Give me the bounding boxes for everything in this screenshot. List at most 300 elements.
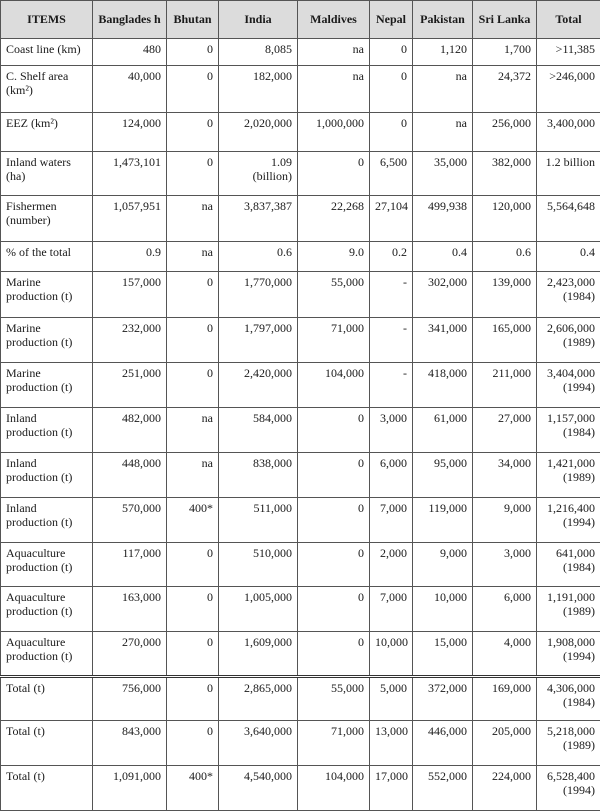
table-cell	[298, 632, 370, 677]
table-cell	[473, 39, 537, 66]
cell-value: 8,085	[224, 43, 292, 57]
row-label-line: Inland	[6, 457, 87, 471]
table-cell	[413, 242, 473, 272]
cell-value: 7,000	[375, 591, 407, 605]
table-cell	[537, 113, 600, 152]
table-cell	[167, 66, 219, 113]
row-label-line: Marine	[6, 276, 87, 290]
table-row	[1, 39, 600, 66]
cell-value: 0	[172, 70, 213, 84]
table-cell	[413, 113, 473, 152]
table-cell	[219, 363, 298, 408]
cell-value: 0	[172, 591, 213, 605]
cell-value: 1,770,000	[224, 276, 292, 290]
table-cell	[298, 318, 370, 363]
cell-value: 0.6	[478, 246, 531, 260]
cell-value: 0	[375, 117, 407, 131]
table-cell	[93, 408, 167, 453]
cell-value: 838,000	[224, 457, 292, 471]
table-cell	[370, 408, 413, 453]
row-label-line: (km²)	[6, 84, 87, 98]
cell-value: 1,908,000	[542, 636, 595, 650]
table-cell	[473, 498, 537, 543]
table-cell	[219, 39, 298, 66]
table-row	[1, 272, 600, 318]
cell-value: 552,000	[418, 770, 467, 784]
cell-value: 0.4	[542, 246, 595, 260]
table-cell	[413, 39, 473, 66]
table-cell	[219, 152, 298, 196]
table-cell	[370, 196, 413, 242]
cell-value: 0	[172, 636, 213, 650]
cell-value: 2,606,000	[542, 322, 595, 336]
table-body	[1, 39, 600, 811]
cell-value: 165,000	[478, 322, 531, 336]
table-cell	[413, 66, 473, 113]
cell-value: 0	[303, 547, 364, 561]
table-cell	[93, 318, 167, 363]
table-cell	[93, 587, 167, 632]
table-cell	[473, 587, 537, 632]
table-row	[1, 242, 600, 272]
cell-value: (1989)	[542, 605, 595, 619]
cell-value: 1,700	[478, 43, 531, 57]
table-cell	[537, 272, 600, 318]
cell-value: 13,000	[375, 725, 407, 739]
cell-value: 15,000	[418, 636, 467, 650]
table-cell	[93, 766, 167, 811]
table-cell	[93, 632, 167, 677]
cell-value: (1984)	[542, 561, 595, 575]
row-label-line: % of the total	[6, 246, 87, 260]
cell-value: 480	[98, 43, 161, 57]
table-cell	[219, 272, 298, 318]
table-cell	[370, 543, 413, 587]
table-cell	[537, 677, 600, 721]
cell-value: 0	[303, 636, 364, 650]
table-cell	[473, 543, 537, 587]
table-cell	[298, 453, 370, 498]
row-label	[1, 587, 93, 632]
row-label-line: production (t)	[6, 471, 87, 485]
row-label-line: (ha)	[6, 170, 87, 184]
cell-value: 1,120	[418, 43, 467, 57]
column-header: ITEMS	[1, 1, 93, 39]
table-cell	[473, 152, 537, 196]
table-cell	[473, 766, 537, 811]
table-cell	[93, 363, 167, 408]
row-label-line: production (t)	[6, 561, 87, 575]
cell-value: -	[375, 322, 407, 336]
cell-value: na	[303, 70, 364, 84]
table-cell	[537, 66, 600, 113]
cell-value: -	[375, 276, 407, 290]
table-cell	[167, 766, 219, 811]
table-cell	[219, 632, 298, 677]
cell-value: (1994)	[542, 381, 595, 395]
table-cell	[473, 453, 537, 498]
table-row	[1, 363, 600, 408]
table-cell	[93, 498, 167, 543]
cell-value: 9,000	[418, 547, 467, 561]
table-cell	[298, 408, 370, 453]
row-label-line: production (t)	[6, 381, 87, 395]
row-label-line: Inland	[6, 502, 87, 516]
row-label-line: Fishermen	[6, 200, 87, 214]
cell-value: na	[418, 117, 467, 131]
table-cell	[298, 677, 370, 721]
cell-value: 446,000	[418, 725, 467, 739]
table-cell	[219, 677, 298, 721]
table-row	[1, 113, 600, 152]
cell-value: (1984)	[542, 426, 595, 440]
cell-value: 120,000	[478, 200, 531, 214]
table-cell	[537, 632, 600, 677]
table-cell	[413, 587, 473, 632]
row-label-line: Inland	[6, 412, 87, 426]
cell-value: 10,000	[375, 636, 407, 650]
table-cell	[167, 408, 219, 453]
table-cell	[473, 632, 537, 677]
cell-value: 1,091,000	[98, 770, 161, 784]
table-cell	[167, 498, 219, 543]
cell-value: 400*	[172, 502, 213, 516]
cell-value: 0	[172, 117, 213, 131]
cell-value: 843,000	[98, 725, 161, 739]
table-cell	[537, 498, 600, 543]
row-label-line: Total (t)	[6, 770, 87, 784]
cell-value: na	[172, 200, 213, 214]
cell-value: 2,423,000	[542, 276, 595, 290]
cell-value: 6,000	[478, 591, 531, 605]
cell-value: 10,000	[418, 591, 467, 605]
cell-value: 3,400,000	[542, 117, 595, 131]
table-cell	[93, 677, 167, 721]
table-cell	[93, 453, 167, 498]
row-label	[1, 363, 93, 408]
table-cell	[298, 113, 370, 152]
column-header: Maldives	[298, 1, 370, 39]
column-header: Total	[537, 1, 600, 39]
cell-value: 34,000	[478, 457, 531, 471]
table-cell	[537, 408, 600, 453]
cell-value: 71,000	[303, 725, 364, 739]
table-cell	[537, 721, 600, 766]
table-cell	[473, 721, 537, 766]
column-header: India	[219, 1, 298, 39]
table-cell	[298, 587, 370, 632]
row-label-line: Aquaculture	[6, 636, 87, 650]
cell-value: 3,404,000	[542, 367, 595, 381]
table-cell	[413, 632, 473, 677]
cell-value: 3,837,387	[224, 200, 292, 214]
table-cell	[370, 242, 413, 272]
table-cell	[219, 408, 298, 453]
column-header: Sri Lanka	[473, 1, 537, 39]
cell-value: 0	[303, 591, 364, 605]
table-row	[1, 318, 600, 363]
table-cell	[370, 766, 413, 811]
table-cell	[298, 196, 370, 242]
table-cell	[167, 632, 219, 677]
cell-value: 157,000	[98, 276, 161, 290]
table-cell	[167, 587, 219, 632]
table-cell	[413, 766, 473, 811]
cell-value: 2,420,000	[224, 367, 292, 381]
table-row	[1, 66, 600, 113]
table-cell	[298, 498, 370, 543]
cell-value: (1994)	[542, 784, 595, 798]
table-row	[1, 498, 600, 543]
row-label	[1, 196, 93, 242]
cell-value: 205,000	[478, 725, 531, 739]
cell-value: 251,000	[98, 367, 161, 381]
cell-value: 0	[172, 322, 213, 336]
table-cell	[167, 721, 219, 766]
table-cell	[413, 677, 473, 721]
table-cell	[413, 453, 473, 498]
cell-value: 6,000	[375, 457, 407, 471]
row-label	[1, 66, 93, 113]
row-label-line: Total (t)	[6, 725, 87, 739]
row-label	[1, 632, 93, 677]
cell-value: >246,000	[542, 70, 595, 84]
table-row	[1, 453, 600, 498]
table-cell	[370, 66, 413, 113]
cell-value: (1989)	[542, 336, 595, 350]
table-cell	[93, 113, 167, 152]
cell-value: 4,306,000	[542, 682, 595, 696]
table-cell	[370, 152, 413, 196]
row-label-line: production (t)	[6, 650, 87, 664]
row-label	[1, 113, 93, 152]
column-header: Nepal	[370, 1, 413, 39]
cell-value: 3,000	[375, 412, 407, 426]
table-cell	[370, 113, 413, 152]
cell-value: 1,797,000	[224, 322, 292, 336]
row-label	[1, 242, 93, 272]
cell-value: 1,421,000	[542, 457, 595, 471]
cell-value: 2,000	[375, 547, 407, 561]
cell-value: (billion)	[224, 170, 292, 184]
table-cell	[219, 318, 298, 363]
cell-value: 1,057,951	[98, 200, 161, 214]
cell-value: 418,000	[418, 367, 467, 381]
cell-value: 482,000	[98, 412, 161, 426]
cell-value: 270,000	[98, 636, 161, 650]
cell-value: 1,157,000	[542, 412, 595, 426]
table-cell	[298, 152, 370, 196]
cell-value: 104,000	[303, 770, 364, 784]
cell-value: 22,268	[303, 200, 364, 214]
cell-value: 224,000	[478, 770, 531, 784]
table-cell	[167, 196, 219, 242]
row-label-line: Marine	[6, 322, 87, 336]
row-label	[1, 721, 93, 766]
row-label	[1, 408, 93, 453]
cell-value: 499,938	[418, 200, 467, 214]
cell-value: 211,000	[478, 367, 531, 381]
table-cell	[167, 453, 219, 498]
table-cell	[167, 677, 219, 721]
cell-value: 0	[303, 457, 364, 471]
cell-value: 1,005,000	[224, 591, 292, 605]
column-header: Pakistan	[413, 1, 473, 39]
row-label-line: Total (t)	[6, 682, 87, 696]
row-label-line: EEZ (km²)	[6, 117, 87, 131]
table-cell	[370, 498, 413, 543]
table-cell	[537, 152, 600, 196]
cell-value: 55,000	[303, 276, 364, 290]
table-cell	[219, 498, 298, 543]
table-row	[1, 721, 600, 766]
cell-value: 341,000	[418, 322, 467, 336]
row-label-line: Inland waters	[6, 156, 87, 170]
table-cell	[413, 272, 473, 318]
table-cell	[219, 766, 298, 811]
table-cell	[93, 721, 167, 766]
table-cell	[370, 677, 413, 721]
table-cell	[93, 543, 167, 587]
cell-value: 641,000	[542, 547, 595, 561]
cell-value: 119,000	[418, 502, 467, 516]
table-row	[1, 543, 600, 587]
cell-value: 584,000	[224, 412, 292, 426]
table-cell	[537, 543, 600, 587]
table-cell	[473, 113, 537, 152]
cell-value: 6,500	[375, 156, 407, 170]
table-row	[1, 408, 600, 453]
cell-value: 55,000	[303, 682, 364, 696]
cell-value: 0	[172, 547, 213, 561]
cell-value: 35,000	[418, 156, 467, 170]
cell-value: na	[418, 70, 467, 84]
table-cell	[219, 66, 298, 113]
cell-value: 27,000	[478, 412, 531, 426]
cell-value: 0	[375, 70, 407, 84]
table-cell	[370, 39, 413, 66]
cell-value: 0	[172, 276, 213, 290]
table-cell	[537, 318, 600, 363]
table-row	[1, 152, 600, 196]
table-cell	[298, 272, 370, 318]
cell-value: 7,000	[375, 502, 407, 516]
cell-value: 5,564,648	[542, 200, 595, 214]
table-cell	[93, 196, 167, 242]
cell-value: 95,000	[418, 457, 467, 471]
table-cell	[413, 152, 473, 196]
cell-value: (1994)	[542, 516, 595, 530]
row-label-line: Coast line (km)	[6, 43, 87, 57]
column-header: Bhutan	[167, 1, 219, 39]
table-cell	[413, 721, 473, 766]
cell-value: 24,372	[478, 70, 531, 84]
cell-value: na	[303, 43, 364, 57]
cell-value: 0	[303, 412, 364, 426]
row-label	[1, 543, 93, 587]
cell-value: 40,000	[98, 70, 161, 84]
table-cell	[413, 543, 473, 587]
cell-value: 4,000	[478, 636, 531, 650]
table-cell	[413, 498, 473, 543]
cell-value: 0	[172, 43, 213, 57]
table-cell	[370, 363, 413, 408]
row-label-line: production (t)	[6, 336, 87, 350]
cell-value: 0	[303, 156, 364, 170]
table-cell	[219, 453, 298, 498]
table-cell	[370, 453, 413, 498]
table-cell	[167, 272, 219, 318]
cell-value: 510,000	[224, 547, 292, 561]
table-cell	[370, 318, 413, 363]
table-cell	[413, 196, 473, 242]
table-cell	[219, 543, 298, 587]
row-label	[1, 152, 93, 196]
table-row	[1, 677, 600, 721]
table-cell	[167, 318, 219, 363]
row-label	[1, 272, 93, 318]
cell-value: 302,000	[418, 276, 467, 290]
cell-value: 256,000	[478, 117, 531, 131]
cell-value: 372,000	[418, 682, 467, 696]
table-cell	[219, 721, 298, 766]
table-cell	[298, 766, 370, 811]
table-cell	[93, 242, 167, 272]
table-cell	[413, 318, 473, 363]
table-cell	[537, 453, 600, 498]
table-cell	[537, 39, 600, 66]
table-cell	[473, 677, 537, 721]
cell-value: 27,104	[375, 200, 407, 214]
cell-value: (1984)	[542, 290, 595, 304]
cell-value: 1,609,000	[224, 636, 292, 650]
cell-value: 6,528,400	[542, 770, 595, 784]
cell-value: 511,000	[224, 502, 292, 516]
cell-value: 0	[172, 682, 213, 696]
table-cell	[370, 587, 413, 632]
table-cell	[167, 363, 219, 408]
table-cell	[473, 363, 537, 408]
table-cell	[370, 721, 413, 766]
cell-value: 2,020,000	[224, 117, 292, 131]
table-row	[1, 632, 600, 677]
cell-value: 163,000	[98, 591, 161, 605]
cell-value: (1989)	[542, 739, 595, 753]
table-row	[1, 196, 600, 242]
cell-value: 4,540,000	[224, 770, 292, 784]
table-cell	[167, 242, 219, 272]
table-row	[1, 766, 600, 811]
cell-value: 1,191,000	[542, 591, 595, 605]
table-cell	[93, 39, 167, 66]
cell-value: 5,000	[375, 682, 407, 696]
table-cell	[219, 113, 298, 152]
row-label	[1, 766, 93, 811]
cell-value: 17,000	[375, 770, 407, 784]
cell-value: 169,000	[478, 682, 531, 696]
row-label-line: production (t)	[6, 516, 87, 530]
cell-value: 9.0	[303, 246, 364, 260]
row-label	[1, 677, 93, 721]
cell-value: 0.6	[224, 246, 292, 260]
table-cell	[298, 363, 370, 408]
table-cell	[537, 766, 600, 811]
cell-value: -	[375, 367, 407, 381]
table-cell	[298, 66, 370, 113]
cell-value: 3,640,000	[224, 725, 292, 739]
cell-value: na	[172, 246, 213, 260]
cell-value: 448,000	[98, 457, 161, 471]
